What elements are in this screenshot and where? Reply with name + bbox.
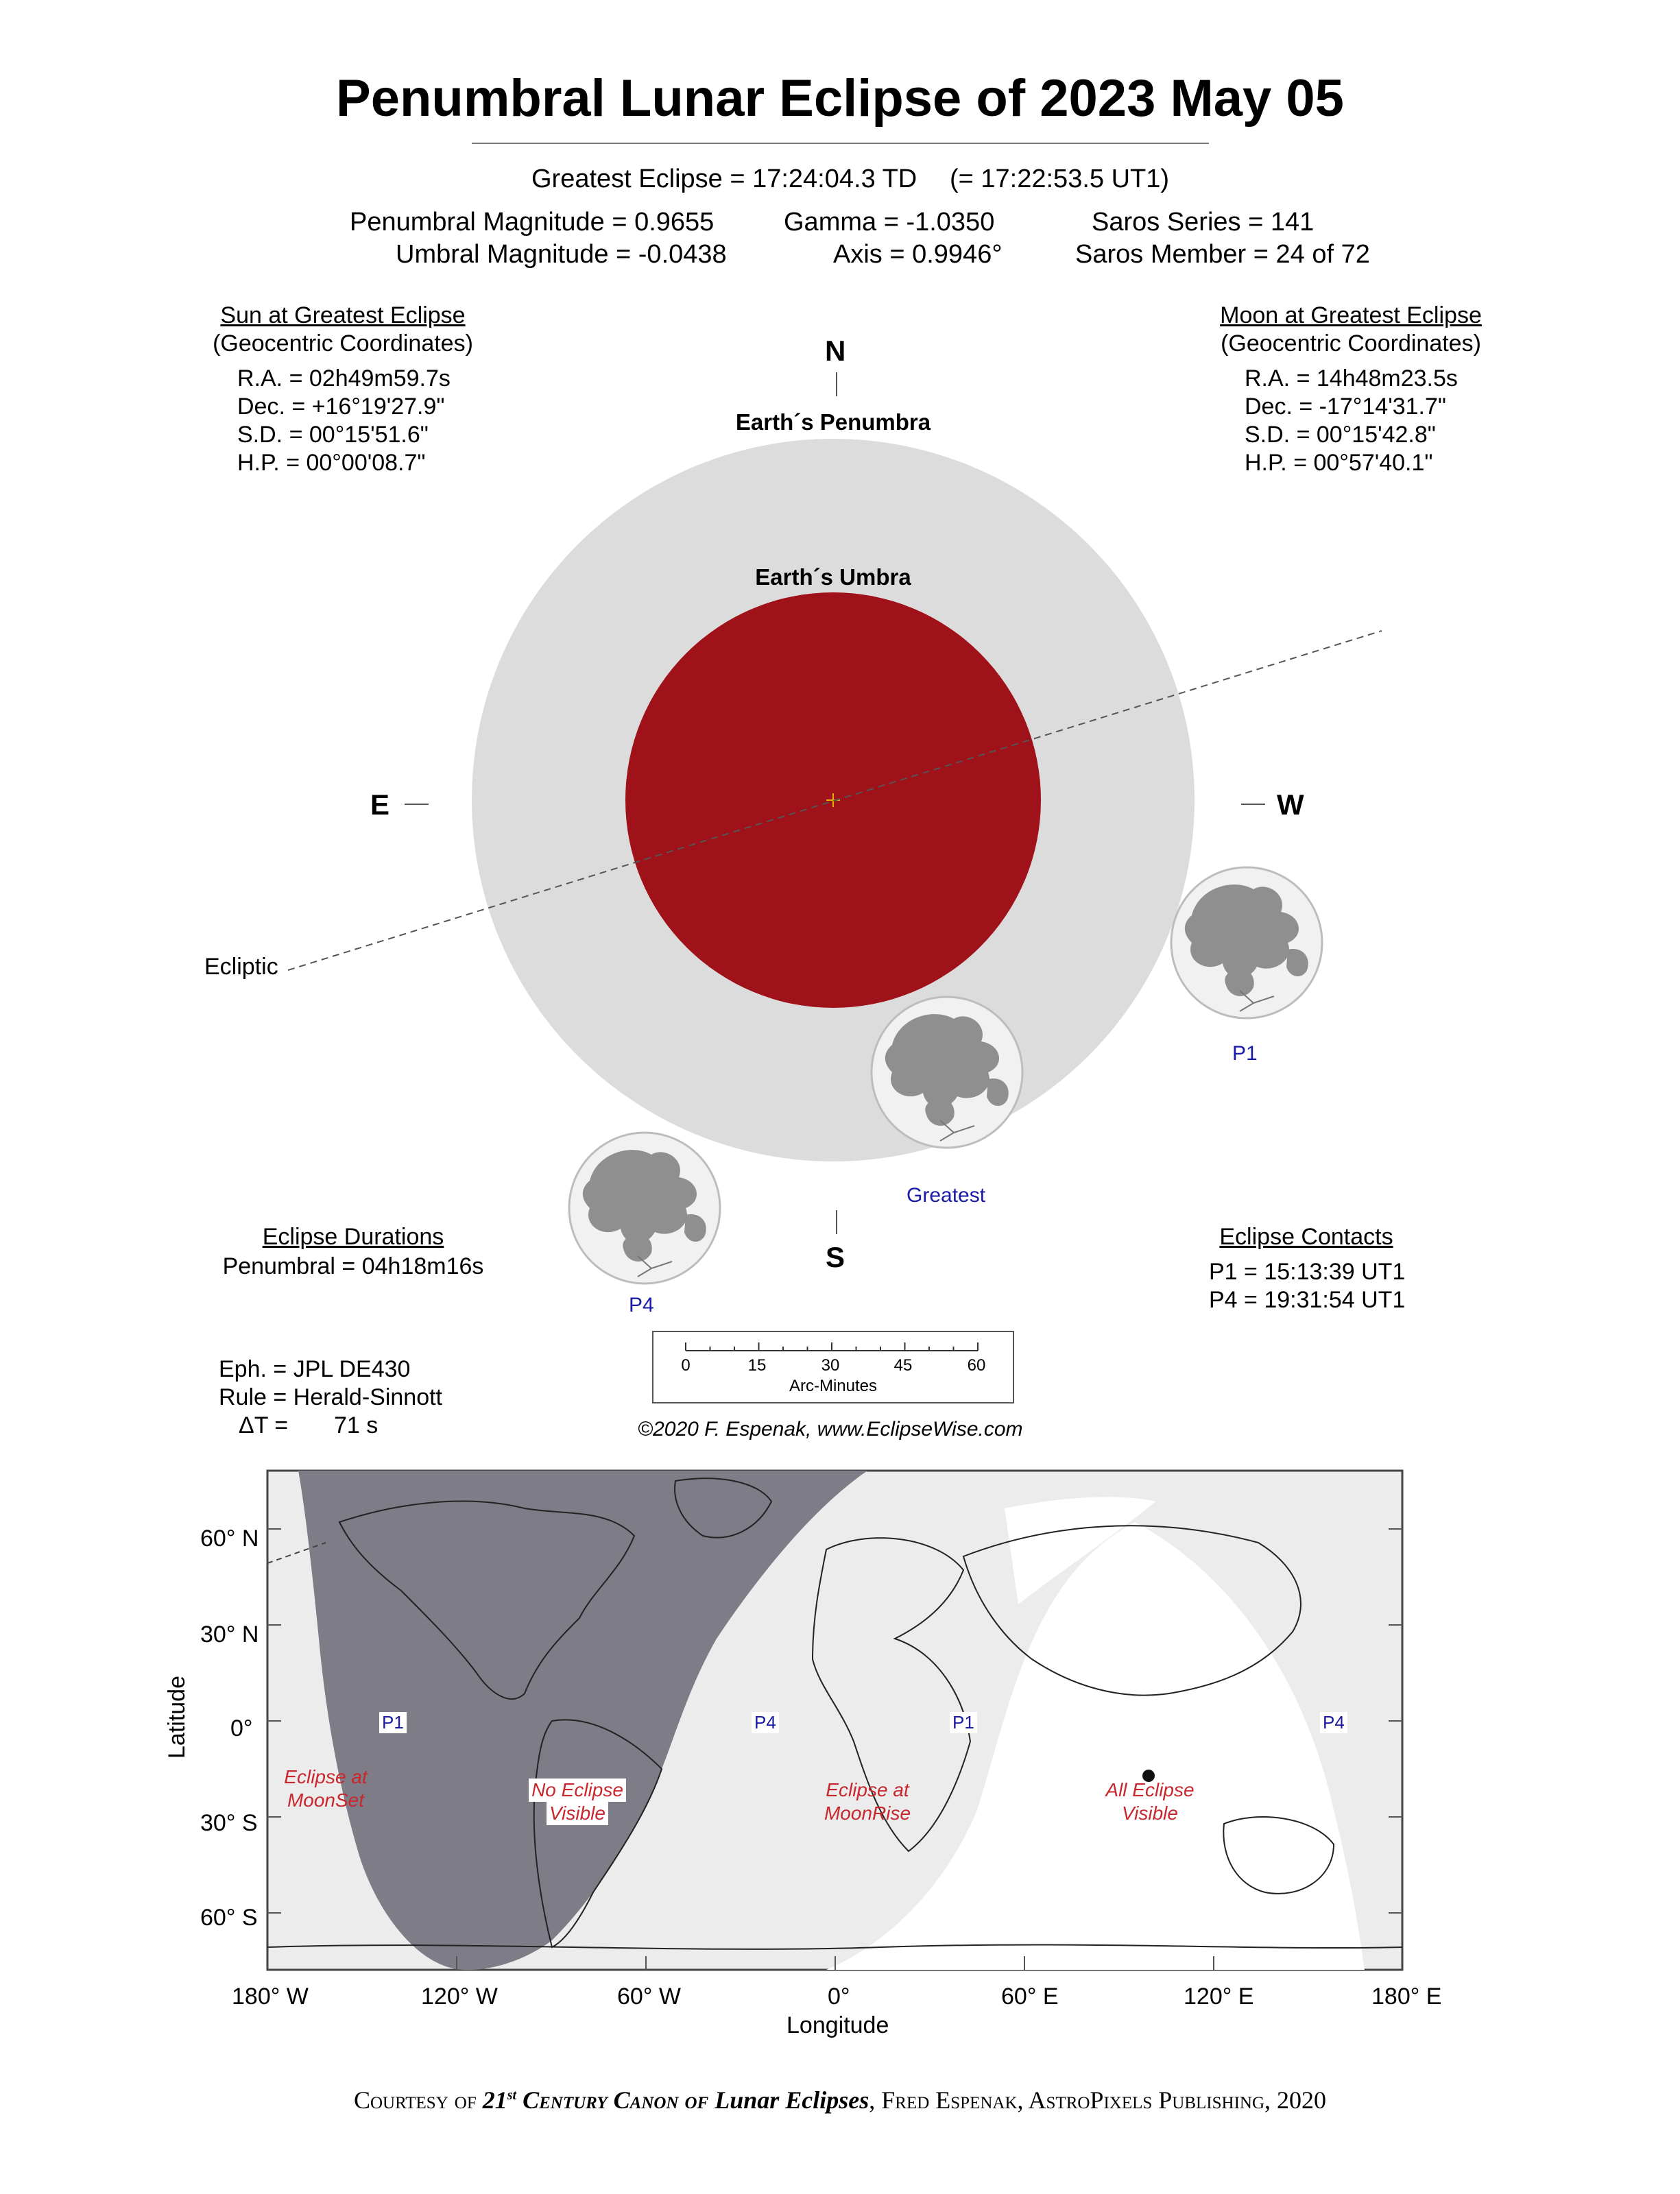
footer-book-b: Lunar Eclipses <box>715 2086 869 2114</box>
moon-p4 <box>569 1133 720 1283</box>
north-label: N <box>825 335 846 367</box>
lon-120e: 120° E <box>1184 1984 1254 2010</box>
durations-heading-text: Eclipse Durations <box>262 1224 444 1250</box>
region-moonset-line2: MoonSet <box>287 1789 365 1811</box>
footer-credit <box>0 2086 1680 2114</box>
lon-60e: 60° E <box>1001 1984 1059 2010</box>
delta-t-value: 71 s <box>334 1412 379 1438</box>
world-map <box>264 1467 1406 1975</box>
region-all-line1: All Eclipse <box>1105 1779 1195 1800</box>
footer-post: , Fred Espenak, AstroPixels Publishing, 2020 <box>869 2086 1327 2114</box>
map-xlabel: Longitude <box>787 2012 889 2038</box>
south-label: S <box>826 1241 845 1273</box>
lon-60w: 60° W <box>617 1984 681 2010</box>
contacts-heading <box>1166 1223 1447 1251</box>
moon-ra: R.A. = 14h48m23.5s <box>1245 365 1458 391</box>
region-all-line2: Visible <box>1122 1803 1178 1824</box>
map-p4-west: P4 <box>752 1712 779 1733</box>
ecliptic-label: Ecliptic <box>204 954 278 980</box>
moon-heading: Moon at Greatest Eclipse <box>1220 302 1482 328</box>
east-label: E <box>370 788 390 821</box>
moon-greatest <box>872 997 1022 1148</box>
sun-dec: Dec. = +16°19'27.9" <box>237 394 445 420</box>
scale-tick-60: 60 <box>967 1356 986 1375</box>
sun-ra: R.A. = 02h49m59.7s <box>237 365 451 391</box>
map-ylabel: Latitude <box>164 1676 190 1759</box>
scale-tick-15: 15 <box>747 1356 767 1375</box>
ephemeris: Eph. = JPL DE430 <box>219 1356 411 1382</box>
region-label-moonrise <box>799 1779 936 1825</box>
region-moonset-line1: Eclipse at <box>284 1766 368 1787</box>
axis-value: Axis = 0.9946° <box>833 240 1003 269</box>
sun-heading: Sun at Greatest Eclipse <box>220 302 466 328</box>
footer-num: 21 <box>482 2086 507 2114</box>
moon-dec: Dec. = -17°14'31.7" <box>1245 394 1446 420</box>
greatest-eclipse-ut: (= 17:22:53.5 UT1) <box>950 165 1170 193</box>
scale-tick-0: 0 <box>681 1356 691 1375</box>
moon-hp: H.P. = 00°57'40.1" <box>1245 450 1433 476</box>
map-p1-west: P1 <box>379 1712 407 1733</box>
map-p1-east: P1 <box>950 1712 977 1733</box>
lat-60s: 60° S <box>200 1905 258 1931</box>
delta-t-label: ΔT = <box>239 1412 289 1438</box>
lat-0: 0° <box>230 1715 253 1741</box>
scale-tick-30: 30 <box>821 1356 840 1375</box>
lon-180w: 180° W <box>232 1984 309 2010</box>
penumbral-duration: Penumbral = 04h18m16s <box>222 1253 484 1279</box>
region-label-all-visible <box>1078 1779 1222 1825</box>
umbra-label: Earth´s Umbra <box>755 564 911 590</box>
sun-hp: H.P. = 00°00'08.7" <box>237 450 426 476</box>
page-title: Penumbral Lunar Eclipse of 2023 May 05 <box>336 69 1344 128</box>
penumbral-magnitude: Penumbral Magnitude = 0.9655 <box>350 208 715 237</box>
greatest-moon-label: Greatest <box>907 1184 986 1207</box>
region-moonrise-line2: MoonRise <box>824 1803 911 1824</box>
durations-heading <box>206 1223 501 1251</box>
region-none-line2: Visible <box>547 1802 608 1825</box>
scale-label: Arc-Minutes <box>789 1377 878 1395</box>
west-label: W <box>1277 788 1304 821</box>
credit-line: ©2020 F. Espenak, www.EclipseWise.com <box>638 1418 1023 1440</box>
region-label-moonset <box>261 1765 391 1812</box>
p4-moon-label: P4 <box>629 1294 654 1316</box>
gamma-value: Gamma = -1.0350 <box>784 208 995 237</box>
sun-coordinates-sub: (Geocentric Coordinates) <box>213 330 473 357</box>
lon-180e: 180° E <box>1371 1984 1442 2010</box>
saros-series: Saros Series = 141 <box>1092 208 1315 237</box>
lat-60n: 60° N <box>200 1526 259 1552</box>
footer-pre: Courtesy of <box>353 2086 483 2114</box>
moon-coordinates-sub: (Geocentric Coordinates) <box>1221 330 1481 357</box>
region-none-line1: No Eclipse <box>529 1779 626 1802</box>
lat-30s: 30° S <box>200 1810 258 1836</box>
lat-30n: 30° N <box>200 1622 259 1648</box>
saros-member: Saros Member = 24 of 72 <box>1075 240 1370 269</box>
penumbra-label: Earth´s Penumbra <box>735 409 931 435</box>
umbral-magnitude: Umbral Magnitude = -0.0438 <box>396 240 727 269</box>
p1-moon-label: P1 <box>1232 1042 1258 1065</box>
lon-0: 0° <box>828 1984 850 2010</box>
footer-book-a: Century Canon of <box>516 2086 715 2114</box>
footer-sup: st <box>507 2088 517 2103</box>
map-p4-east: P4 <box>1320 1712 1347 1733</box>
moon-p1 <box>1171 867 1322 1018</box>
contact-p1: P1 = 15:13:39 UT1 <box>1209 1259 1406 1285</box>
sun-sd: S.D. = 00°15'51.6" <box>237 422 429 448</box>
region-moonrise-line1: Eclipse at <box>826 1779 909 1800</box>
contact-p4: P4 = 19:31:54 UT1 <box>1209 1287 1406 1313</box>
region-label-no-eclipse <box>516 1779 639 1825</box>
moon-sd: S.D. = 00°15'42.8" <box>1245 422 1436 448</box>
greatest-eclipse-td: Greatest Eclipse = 17:24:04.3 TD <box>531 165 917 193</box>
ephemeris-rule: Rule = Herald-Sinnott <box>219 1384 443 1410</box>
lon-120w: 120° W <box>421 1984 498 2010</box>
scale-tick-45: 45 <box>893 1356 913 1375</box>
contacts-heading-text: Eclipse Contacts <box>1219 1224 1393 1250</box>
